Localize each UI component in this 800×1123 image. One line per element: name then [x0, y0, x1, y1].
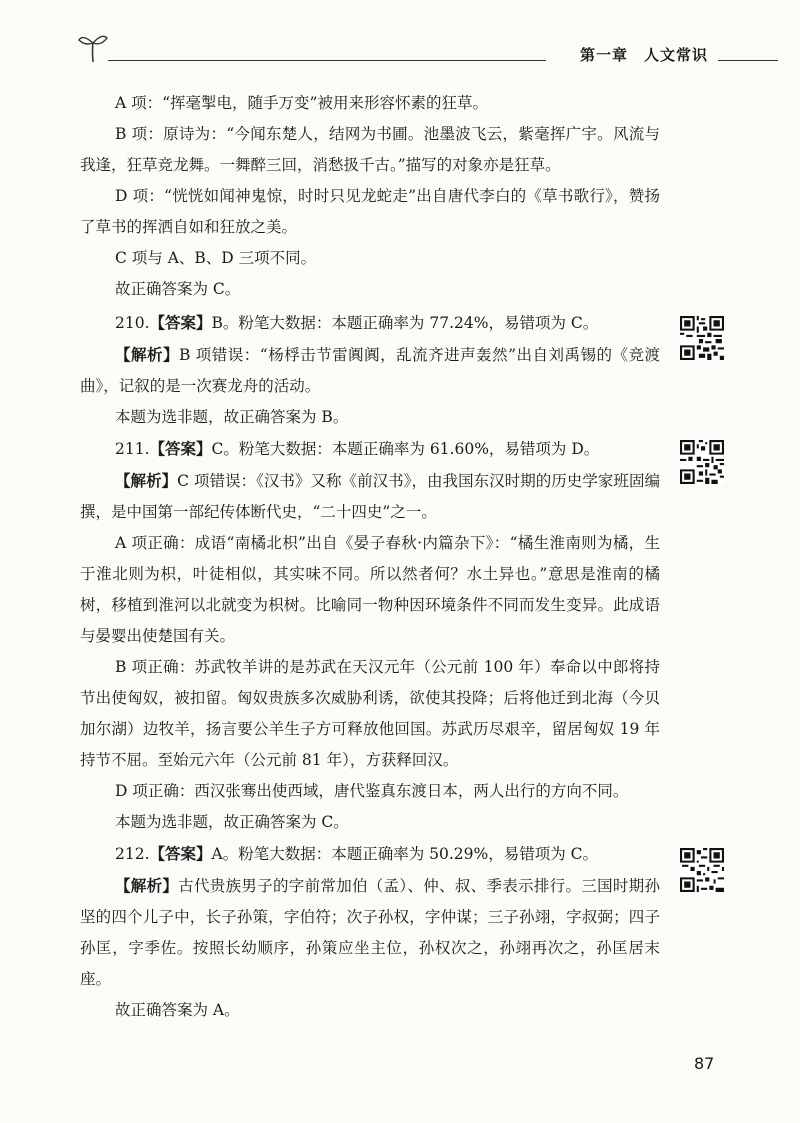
- q210-answer: 210.【答案】B。粉笔大数据：本题正确率为 77.24%，易错项为 C。: [115, 313, 599, 332]
- q211-conclusion: 本题为选非题，故正确答案为 C。: [115, 813, 349, 831]
- answer-tag: 【答案】: [149, 844, 212, 863]
- header-rule-right: [718, 60, 778, 61]
- q210-conclusion: 本题为选非题，故正确答案为 B。: [115, 408, 349, 426]
- q210-analysis: 【解析】B 项错误：“杨桴击节雷阗阗，乱流齐进声轰然”出自刘禹锡的《竞渡曲》，记叙的是一次赛龙舟的活动。: [80, 345, 660, 395]
- paragraph: B 项：原诗为：“今闻东楚人，结网为书圃。池墨波飞云，紫毫挥广宇。风流与我逢，狂草竞龙舞。一舞醉三回，消愁扱千古。”描写的对象亦是狂草。: [80, 125, 660, 174]
- q212-conclusion: 故正确答案为 A。: [115, 1001, 240, 1019]
- q212-analysis: 【解析】古代贵族男子的字前常加伯（孟）、仲、叔、季表示排行。三国时期孙坚的四个儿子中，长子孙策，字伯符；次子孙权，字仲谋；三子孙翊，字叔弼；四子孙匡，字季佐。按照长幼顺序，孙策应坐主位，孙权次之，孙翊再次之，孙匡居末座。: [80, 876, 660, 988]
- header-rule: [108, 60, 546, 61]
- answer-tag: 【答案】: [149, 439, 212, 458]
- chapter-title: 第一章 人文常识: [579, 46, 708, 64]
- q212-answer: 212.【答案】A。粉笔大数据：本题正确率为 50.29%，易错项为 C。: [115, 844, 599, 863]
- paragraph: 故正确答案为 C。: [115, 280, 241, 298]
- page-number: 87: [694, 1054, 715, 1073]
- qr-code-icon[interactable]: [680, 848, 724, 892]
- analysis-tag: 【解析】: [115, 345, 179, 364]
- q211-item-a: A 项正确：成语“南橘北枳”出自《晏子春秋·内篇杂下》：“橘生淮南则为橘，生于淮北则为枳，叶徒相似，其实味不同。所以然者何？水土异也。”意思是淮南的橘树，移植到淮河以北就变为枳树。比喻同一物种因环境条件不同而发生变异。此成语与晏婴出使楚国有关。: [80, 534, 660, 645]
- q211-answer: 211.【答案】C。粉笔大数据：本题正确率为 61.60%，易错项为 D。: [115, 439, 600, 458]
- answer-tag: 【答案】: [149, 313, 212, 332]
- q211-item-b: B 项正确：苏武牧羊讲的是苏武在天汉元年（公元前 100 年）奉命以中郎将持节出使匈奴，被扣留。匈奴贵族多次威胁利诱，欲使其投降；后将他迁到北海（今贝加尔湖）边牧羊，扬言要公羊生子方可释放他回国。苏武历尽艰辛，留居匈奴 19 年持节不屈。至始元六年（公元前 81 年），方获释回汉。: [80, 658, 660, 769]
- paragraph: A 项：“挥毫掣电，随手万变”被用来形容怀素的狂草。: [115, 94, 488, 112]
- qr-code-icon[interactable]: [680, 316, 724, 360]
- sprout-icon: [78, 30, 108, 64]
- paragraph: D 项：“恍恍如闻神鬼惊，时时只见龙蛇走”出自唐代李白的《草书歌行》，赞扬了草书的挥洒自如和狂放之美。: [80, 187, 660, 236]
- q211-item-d: D 项正确：西汉张骞出使西域，唐代鉴真东渡日本，两人出行的方向不同。: [115, 782, 629, 800]
- paragraph: C 项与 A、B、D 三项不同。: [115, 249, 317, 267]
- qr-code-icon[interactable]: [680, 440, 724, 484]
- analysis-tag: 【解析】: [115, 876, 179, 895]
- analysis-tag: 【解析】: [115, 471, 178, 490]
- page-content: [80, 88, 660, 1026]
- page-header: [78, 30, 778, 70]
- q211-analysis: 【解析】C 项错误：《汉书》又称《前汉书》，由我国东汉时期的历史学家班固编撰，是中国第一部纪传体断代史，“二十四史”之一。: [80, 471, 660, 521]
